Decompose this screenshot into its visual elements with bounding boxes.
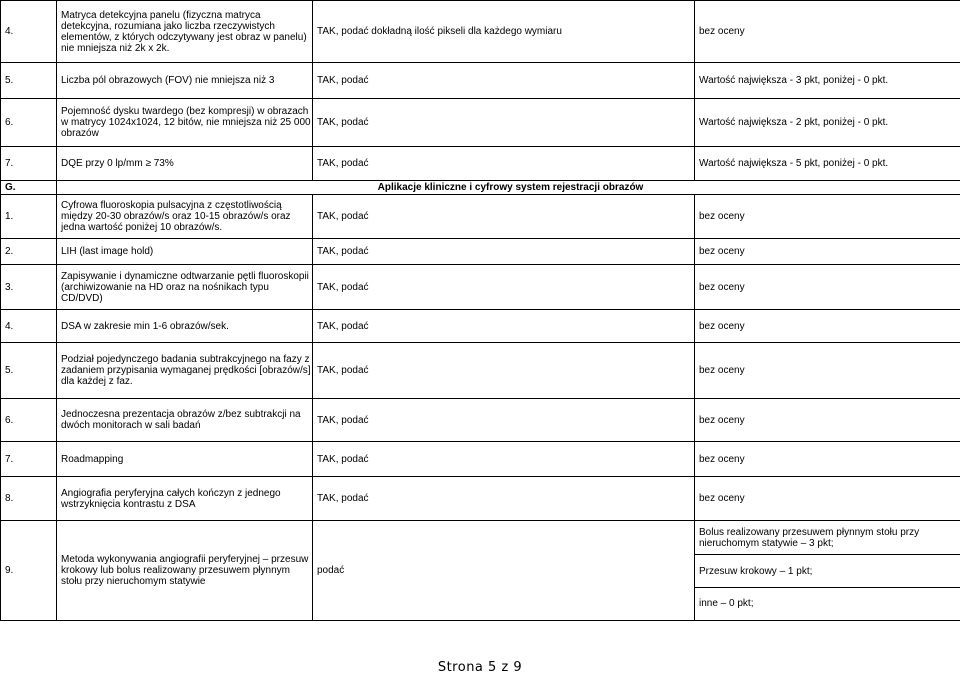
row-score: bez oceny bbox=[695, 343, 960, 399]
row-requirement: TAK, podać bbox=[313, 99, 695, 147]
table-row bbox=[1, 195, 960, 239]
section-header-row bbox=[1, 181, 960, 195]
row-number: 2. bbox=[1, 239, 57, 265]
row-score: bez oceny bbox=[695, 1, 960, 63]
row-description: LIH (last image hold) bbox=[57, 239, 313, 265]
row-number: 5. bbox=[1, 63, 57, 99]
row-score: bez oceny bbox=[695, 195, 960, 239]
row-description: Podział pojedynczego badania subtrakcyjnego na fazy z zadaniem przypisania wymaganej prędkości [obrazów/s] dla każdej z faz. bbox=[57, 343, 313, 399]
row-description: Metoda wykonywania angiografii peryferyjnej – przesuw krokowy lub bolus realizowany przesuwem płynnym stołu przy nieruchomym statywie bbox=[57, 521, 313, 621]
score-options-table bbox=[695, 522, 960, 620]
row-description: DSA w zakresie min 1-6 obrazów/sek. bbox=[57, 310, 313, 343]
row-number: 4. bbox=[1, 1, 57, 63]
table-row bbox=[1, 477, 960, 521]
row-score: bez oceny bbox=[695, 310, 960, 343]
row-number: 1. bbox=[1, 195, 57, 239]
row-score-options bbox=[695, 521, 960, 621]
row-number: 7. bbox=[1, 147, 57, 181]
row-requirement: TAK, podać bbox=[313, 310, 695, 343]
table-row bbox=[1, 63, 960, 99]
row-number: 6. bbox=[1, 399, 57, 442]
table-row bbox=[1, 147, 960, 181]
page-number: Strona 5 z 9 bbox=[437, 660, 523, 675]
row-description: Matryca detekcyjna panelu (fizyczna matryca detekcyjna, rozumiana jako liczba rzeczywistych elementów, z których odczytywany jest obraz w panelu) nie mniejsza niż 2k x 2k. bbox=[57, 1, 313, 63]
row-requirement: TAK, podać bbox=[313, 442, 695, 477]
row-number: 6. bbox=[1, 99, 57, 147]
row-score: bez oceny bbox=[695, 399, 960, 442]
row-number: 3. bbox=[1, 265, 57, 310]
row-description: DQE przy 0 lp/mm ≥ 73% bbox=[57, 147, 313, 181]
row-requirement: TAK, podać bbox=[313, 239, 695, 265]
row-requirement: TAK, podać bbox=[313, 147, 695, 181]
section-title: Aplikacje kliniczne i cyfrowy system rejestracji obrazów bbox=[57, 181, 960, 195]
row-requirement: TAK, podać bbox=[313, 195, 695, 239]
row-requirement: TAK, podać bbox=[313, 343, 695, 399]
table-row bbox=[1, 99, 960, 147]
row-description: Cyfrowa fluoroskopia pulsacyjna z częstotliwością między 20-30 obrazów/s oraz 10-15 obrazów/s oraz jedna wartość poniżej 10 obrazów/s. bbox=[57, 195, 313, 239]
score-option: inne – 0 pkt; bbox=[699, 598, 754, 610]
table-row bbox=[1, 343, 960, 399]
row-requirement: TAK, podać bbox=[313, 63, 695, 99]
row-score: bez oceny bbox=[695, 477, 960, 521]
table-row bbox=[1, 239, 960, 265]
row-number: 4. bbox=[1, 310, 57, 343]
row-description: Roadmapping bbox=[57, 442, 313, 477]
section-letter: G. bbox=[1, 181, 57, 195]
table-row bbox=[1, 442, 960, 477]
row-description: Pojemność dysku twardego (bez kompresji) w obrazach w matrycy 1024x1024, 12 bitów, nie mniejsza niż 25 000 obrazów bbox=[57, 99, 313, 147]
row-requirement: TAK, podać bbox=[313, 265, 695, 310]
table-row bbox=[1, 521, 960, 621]
score-option: Bolus realizowany przesuwem płynnym stołu przy nieruchomym statywie – 3 pkt; bbox=[695, 522, 960, 555]
row-score: bez oceny bbox=[695, 442, 960, 477]
score-option: Przesuw krokowy – 1 pkt; bbox=[695, 555, 960, 588]
row-requirement: TAK, podać dokładną ilość pikseli dla każdego wymiaru bbox=[313, 1, 695, 63]
row-number: 9. bbox=[1, 521, 57, 621]
row-score: Wartość największa - 2 pkt, poniżej - 0 pkt. bbox=[695, 99, 960, 147]
row-number: 8. bbox=[1, 477, 57, 521]
row-description: Zapisywanie i dynamiczne odtwarzanie pętli fluoroskopii (archiwizowanie na HD oraz na nośnikach typu CD/DVD) bbox=[57, 265, 313, 310]
row-description: Jednoczesna prezentacja obrazów z/bez subtrakcji na dwóch monitorach w sali badań bbox=[57, 399, 313, 442]
row-number: 7. bbox=[1, 442, 57, 477]
row-requirement: podać bbox=[313, 521, 695, 621]
row-score: Wartość największa - 5 pkt, poniżej - 0 pkt. bbox=[695, 147, 960, 181]
table-row bbox=[1, 1, 960, 63]
row-number: 5. bbox=[1, 343, 57, 399]
row-score: bez oceny bbox=[695, 265, 960, 310]
table-row bbox=[1, 399, 960, 442]
row-description: Liczba pól obrazowych (FOV) nie mniejsza niż 3 bbox=[57, 63, 313, 99]
row-requirement: TAK, podać bbox=[313, 399, 695, 442]
row-score: bez oceny bbox=[695, 239, 960, 265]
row-score: Wartość największa - 3 pkt, poniżej - 0 pkt. bbox=[695, 63, 960, 99]
table-row bbox=[1, 265, 960, 310]
row-description: Angiografia peryferyjna całych kończyn z jednego wstrzyknięcia kontrastu z DSA bbox=[57, 477, 313, 521]
table-row bbox=[1, 310, 960, 343]
row-requirement: TAK, podać bbox=[313, 477, 695, 521]
